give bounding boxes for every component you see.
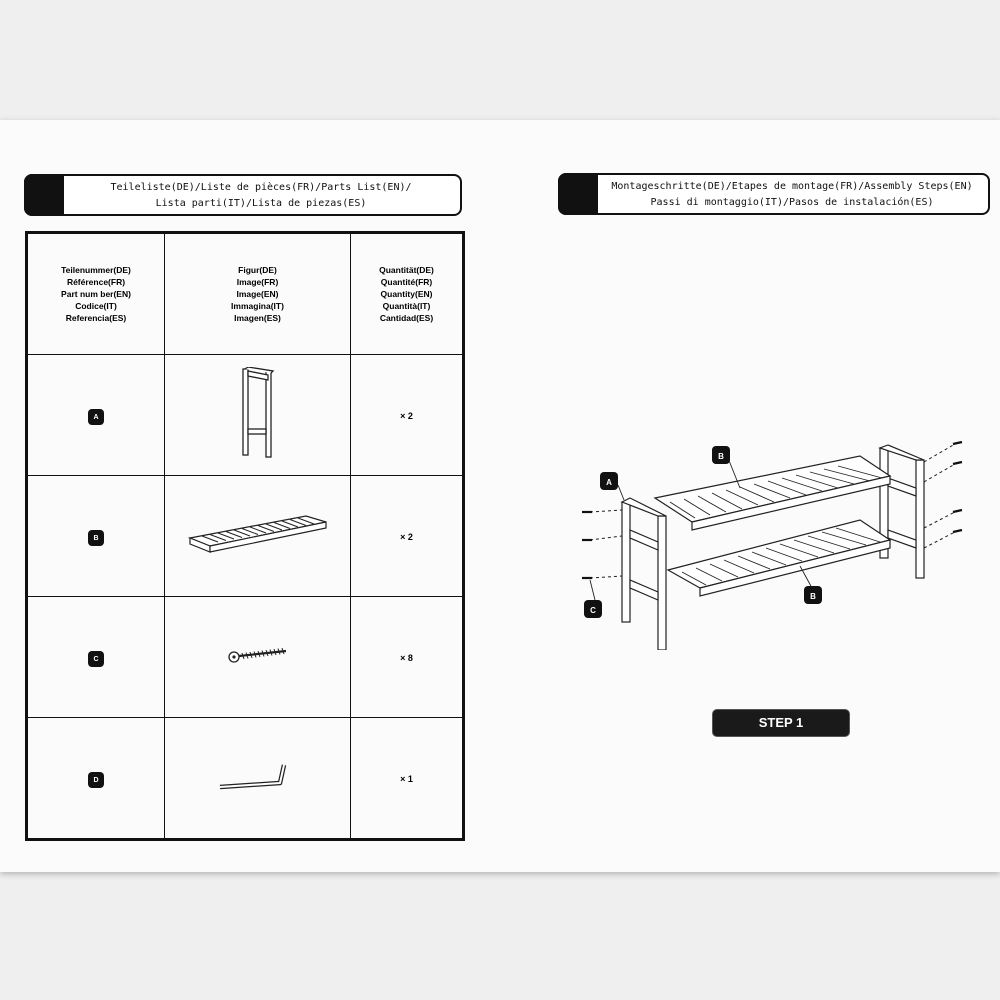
slatted-shelf-icon bbox=[188, 512, 328, 556]
parts-list-title-line1: Teileliste(DE)/Liste de pièces(FR)/Parts List(EN)/ bbox=[110, 182, 412, 193]
svg-text:B: B bbox=[718, 452, 724, 461]
table-row bbox=[27, 597, 464, 718]
assembly-steps-title-line2: Passi di montaggio(IT)/Pasos de instalación(ES) bbox=[650, 197, 934, 208]
parts-list-title-line2: Lista parti(IT)/Lista de piezas(ES) bbox=[155, 198, 367, 209]
quantity: × 2 bbox=[400, 532, 413, 542]
table-row bbox=[27, 355, 464, 476]
quantity: × 1 bbox=[400, 774, 413, 784]
part-badge: D bbox=[88, 772, 104, 788]
header-marker bbox=[24, 174, 64, 216]
part-badge: C bbox=[88, 651, 104, 667]
label-c bbox=[584, 600, 602, 618]
table-header-row bbox=[27, 233, 464, 355]
manual-page bbox=[0, 120, 1000, 872]
header-marker bbox=[558, 173, 598, 215]
label-a bbox=[600, 472, 618, 490]
svg-text:C: C bbox=[590, 606, 596, 615]
part-number-header: Teilenummer(DE) Référence(FR) Part num ber(EN) Codice(IT) Referencia(ES) bbox=[27, 233, 165, 355]
assembly-diagram bbox=[560, 430, 980, 650]
figure-header: Figur(DE) Image(FR) Image(EN) Immagina(IT) Imagen(ES) bbox=[165, 233, 351, 355]
quantity: × 2 bbox=[400, 411, 413, 421]
allen-key-icon bbox=[218, 759, 298, 793]
screw-icon bbox=[226, 645, 290, 665]
label-b-top bbox=[712, 446, 730, 464]
svg-text:A: A bbox=[606, 478, 612, 487]
assembly-steps-title-line1: Montageschritte(DE)/Etapes de montage(FR)/Assembly Steps(EN) bbox=[611, 181, 973, 192]
quantity-header: Quantität(DE) Quantité(FR) Quantity(EN) Quantità(IT) Cantidad(ES) bbox=[351, 233, 464, 355]
table-row bbox=[27, 476, 464, 597]
svg-text:B: B bbox=[810, 592, 816, 601]
assembly-steps-header bbox=[558, 173, 990, 215]
table-row bbox=[27, 718, 464, 840]
step-label: STEP 1 bbox=[713, 710, 849, 736]
parts-table bbox=[25, 231, 465, 841]
parts-list-header bbox=[24, 174, 462, 216]
label-b-bottom bbox=[804, 586, 822, 604]
part-badge: A bbox=[88, 409, 104, 425]
part-badge: B bbox=[88, 530, 104, 546]
side-frame-icon bbox=[238, 367, 278, 459]
quantity: × 8 bbox=[400, 653, 413, 663]
